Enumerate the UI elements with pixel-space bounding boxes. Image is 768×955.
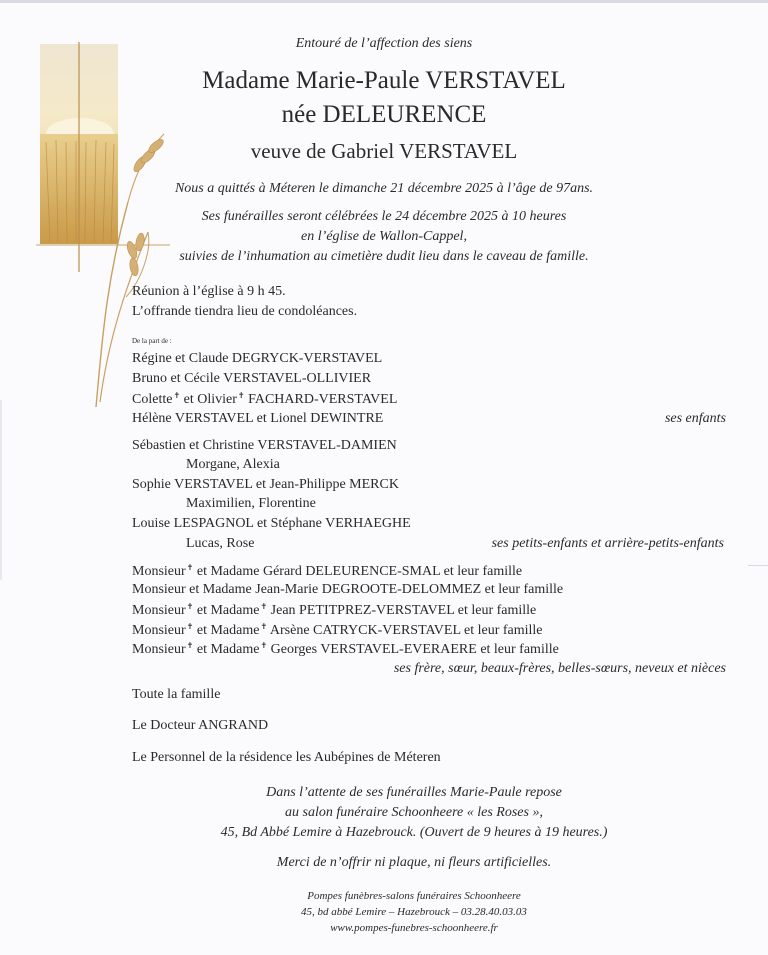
child-line-3	[132, 391, 397, 408]
sibling-line-3	[132, 602, 536, 619]
sibling-line-5-part-c: Georges VERSTAVEL-EVERAERE et leur famille	[267, 642, 559, 657]
child-line-2: Bruno et Cécile VERSTAVEL-OLLIVIER	[132, 371, 372, 386]
sibling-line-1-part-b: et Madame Gérard DELEURENCE-SMAL et leur famille	[193, 564, 523, 579]
grandchild-kids-2: Maximilien, Florentine	[186, 496, 316, 511]
child-line-3-part-a: Colette	[132, 392, 173, 407]
repose-line-1: Dans l’attente de ses funérailles Marie-Paule repose	[266, 785, 562, 800]
cross-icon: ✝	[260, 641, 268, 650]
sibling-line-2: Monsieur et Madame Jean-Marie DEGROOTE-DELOMMEZ et leur famille	[132, 582, 564, 597]
cross-icon: ✝	[186, 622, 194, 631]
repose-line-2: au salon funéraire Schoonheere « les Roses »,	[285, 805, 543, 820]
offrande-line: L’offrande tiendra lieu de condoléances.	[132, 304, 358, 319]
cross-icon: ✝	[186, 641, 194, 650]
child-line-3-part-b: et Olivier	[180, 392, 237, 407]
grandchild-line-2: Sophie VERSTAVEL et Jean-Philippe MERCK	[132, 477, 399, 492]
docteur-line: Le Docteur ANGRAND	[132, 718, 269, 733]
sibling-line-1-part-a: Monsieur	[132, 564, 186, 579]
sibling-line-3-part-a: Monsieur	[132, 603, 186, 618]
children-label: ses enfants	[664, 411, 726, 426]
cross-icon: ✝	[260, 602, 268, 611]
child-line-4: Hélène VERSTAVEL et Lionel DEWINTRE	[132, 411, 384, 426]
sibling-line-3-part-c: Jean PETITPREZ-VERSTAVEL et leur famille	[267, 603, 537, 618]
sibling-line-4-part-b: et Madame	[193, 623, 260, 638]
child-line-3-part-c: FACHARD-VERSTAVEL	[244, 392, 398, 407]
personnel-line: Le Personnel de la résidence les Aubépines de Méteren	[132, 750, 441, 765]
sibling-line-4-part-a: Monsieur	[132, 623, 186, 638]
merci-line: Merci de n’offrir ni plaque, ni fleurs artificielles.	[276, 855, 552, 870]
footer-company: Pompes funèbres-salons funéraires Schoonheere	[307, 890, 521, 902]
de-la-part-label: De la part de :	[132, 337, 172, 345]
paper-left-crease	[0, 400, 2, 580]
toute-la-famille: Toute la famille	[132, 687, 221, 702]
sibling-line-3-part-b: et Madame	[193, 603, 260, 618]
child-line-1: Régine et Claude DEGRYCK-VERSTAVEL	[132, 351, 383, 366]
grandchildren-label: ses petits-enfants et arrière-petits-enfants	[491, 536, 724, 551]
widow-of-line: veuve de Gabriel VERSTAVEL	[250, 139, 518, 163]
death-announcement: Nous a quittés à Méteren le dimanche 21 décembre 2025 à l’âge de 97ans.	[174, 181, 594, 196]
paper-right-mark	[748, 565, 768, 566]
cross-icon: ✝	[186, 602, 194, 611]
grandchild-kids-3: Lucas, Rose	[186, 536, 255, 551]
deceased-name: Madame Marie-Paule VERSTAVEL	[202, 67, 566, 94]
sibling-line-1	[132, 563, 522, 580]
funeral-line-2: en l’église de Wallon-Cappel,	[301, 229, 467, 244]
funeral-line-1: Ses funérailles seront célébrées le 24 décembre 2025 à 10 heures	[201, 209, 567, 224]
footer-website[interactable]: www.pompes-funebres-schoonheere.fr	[330, 922, 498, 934]
grandchild-line-3: Louise LESPAGNOL et Stéphane VERHAEGHE	[132, 516, 411, 531]
grandchild-line-1: Sébastien et Christine VERSTAVEL-DAMIEN	[132, 438, 397, 453]
cross-icon: ✝	[260, 622, 268, 631]
footer-address: 45, bd abbé Lemire – Hazebrouck – 03.28.40.03.03	[301, 906, 527, 918]
sibling-line-4-part-c: Arsène CATRYCK-VERSTAVEL et leur famille	[267, 623, 543, 638]
cross-icon: ✝	[173, 391, 181, 400]
intro-line: Entouré de l’affection des siens	[295, 36, 473, 51]
reunion-line: Réunion à l’église à 9 h 45.	[132, 284, 286, 299]
paper-top-edge	[0, 0, 768, 3]
siblings-label: ses frère, sœur, beaux-frères, belles-sœurs, neveux et nièces	[393, 661, 726, 676]
cross-icon: ✝	[237, 391, 245, 400]
sibling-line-5	[132, 641, 559, 658]
sibling-line-4	[132, 622, 543, 639]
sibling-line-5-part-a: Monsieur	[132, 642, 186, 657]
sibling-line-5-part-b: et Madame	[193, 642, 260, 657]
maiden-name: née DELEURENCE	[281, 101, 487, 128]
repose-line-3: 45, Bd Abbé Lemire à Hazebrouck. (Ouvert de 9 heures à 19 heures.)	[220, 825, 608, 840]
cross-icon: ✝	[186, 563, 194, 572]
grandchild-kids-1: Morgane, Alexia	[186, 457, 280, 472]
funeral-line-3: suivies de l’inhumation au cimetière dudit lieu dans le caveau de famille.	[179, 249, 589, 264]
